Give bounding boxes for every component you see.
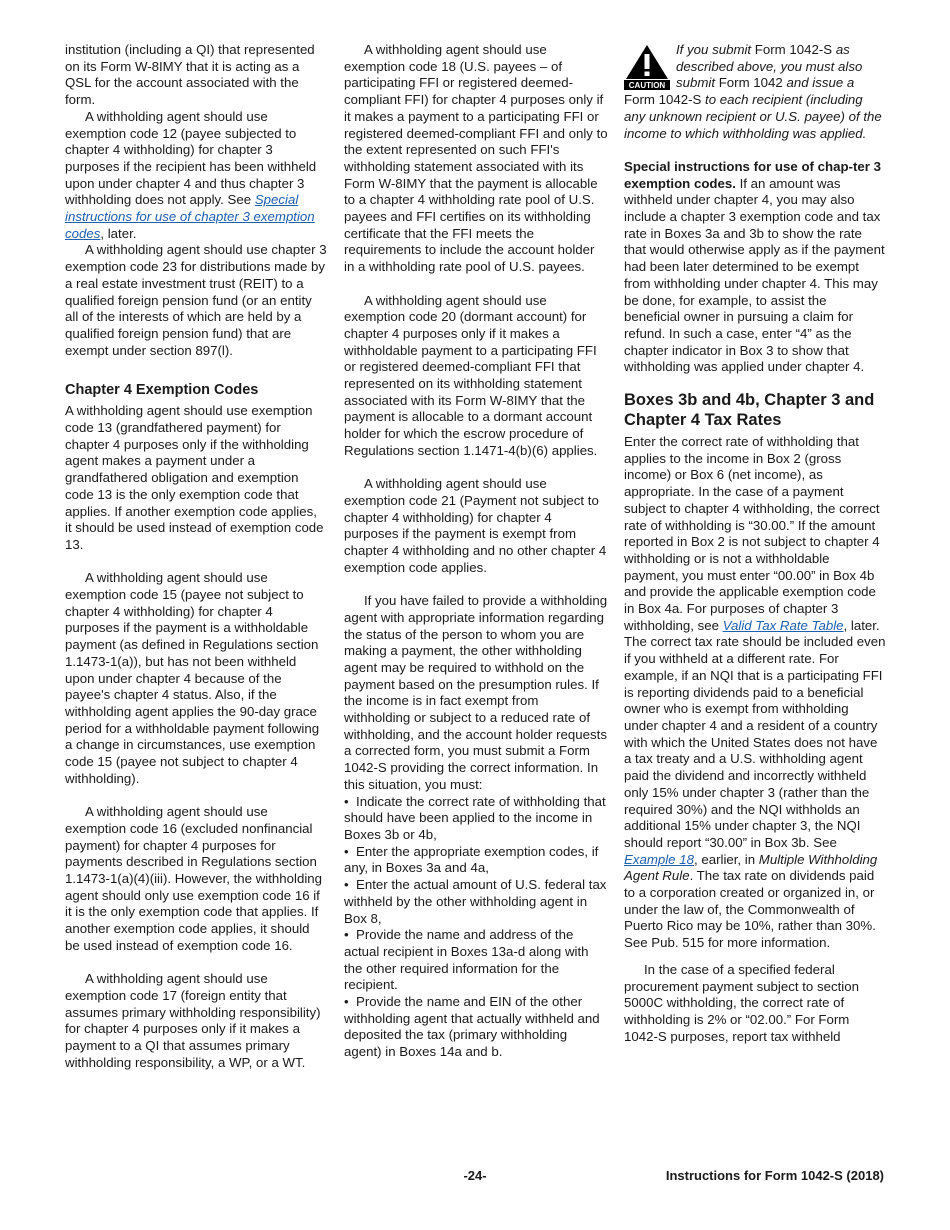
bullet-item: • Enter the appropriate exemption codes, if any, in Boxes 3a and 4a, — [344, 844, 608, 877]
example-18-link[interactable]: Example 18 — [624, 851, 694, 867]
column-1 — [65, 42, 327, 1071]
text: , earlier, in — [693, 851, 759, 867]
paragraph: A withholding agent should use chapter 3 exemption code 23 for distributions made by a real estate investment trust (REIT) to a qualified foreign pension fund (or an entity all of the interests of which are held by a qualified foreign pension fund) that are exempt under section 897(l). — [65, 242, 327, 358]
paragraph: A withholding agent should use exemption code 18 (U.S. payees – of participating FFI or registered deemed-compliant FFI) for chapter 4 purposes only if it makes a payment to a participating FFI or registered deemed-compliant FFI and only to the extent represented on such FFI's withholding statement associated with its Form W-8IMY that the payment is allocable to a chapter 4 withholding rate pool of U.S. payees and FFI certifies on its withholding certificate that the FFI meets the requirements to include the account holder in a withholding rate pool of U.S. payees. — [344, 42, 608, 275]
bullet-item: • Provide the name and address of the actual recipient in Boxes 13a-d along with the other required information for the recipient. — [344, 927, 608, 994]
text: A withholding agent should use exemption code 12 (payee subjected to chapter 4 withholding) for chapter 3 purposes if the recipient has been withheld upon under chapter 4 and thus chapter 3 withholding does not apply. See — [65, 108, 317, 208]
column-3 — [624, 42, 886, 1045]
text: , later. — [100, 225, 137, 241]
bullet-item: • Provide the name and EIN of the other withholding agent that actually withheld and deposited the tax (primary withholding agent) in Boxes 14a and b. — [344, 994, 608, 1061]
text: as described above, you must also submit — [676, 42, 863, 91]
tax-rates-heading: Boxes 3b and 4b, Chapter 3 and Chapter 4 Tax Rates — [624, 391, 875, 430]
paragraph: A withholding agent should use exemption code 15 (payee not subject to chapter 4 withholding) for chapter 4 purposes if the payment is a withholdable payment (as defined in Regulations section 1.1473-1(a)), but has not been withheld upon under chapter 4 because of the payee's chapter 4 status. Also, if the withholding agent applies the 90-day grace period for a withholdable payment following a change in circumstances, use exemption code 15 (payee not subject to chapter 4 withholding). — [65, 570, 320, 786]
bullet-item: • Indicate the correct rate of withholding that should have been applied to the income in Boxes 3b or 4b, — [344, 794, 608, 844]
special-instructions-link[interactable]: Special instructions for use of chapter 3 exemption codes — [65, 192, 315, 241]
paragraph: A withholding agent should use exemption code 21 (Payment not subject to chapter 4 withholding) for chapter 4 purposes if the payment is exempt from chapter 4 withholding and no other chapter 4 exemption code applies. — [344, 476, 607, 575]
text: Form 1042-S — [624, 92, 706, 108]
text: Form 1042-S — [751, 42, 836, 57]
chapter-4-heading: Chapter 4 Exemption Codes — [65, 382, 259, 399]
text: Multiple Withholding Agent Rule — [624, 851, 878, 884]
paragraph: A withholding agent should use exemption code 13 (grandfathered payment) for chapter 4 purposes only if the withholding agent makes a payment under a grandfathered obligation and exemption code 13 is the only exemption code that applies. If another exemption code applies, it should be used instead of exemption code 13. — [65, 403, 324, 552]
paragraph: institution (including a QI) that represented on its Form W-8IMY that it is acting as a QSL for the account associated with the form. — [65, 42, 315, 108]
text: , later. The correct tax rate should be included even if you withheld at a different rate. For example, if an NQI that is a participating FFI is reporting dividends paid to a beneficial owner who is exempt from withholding under chapter 4 and a resident of a country with which the United States does not have a tax treaty and a U.S. withholding agent paid the dividend and incorrectly withheld only 15% under chapter 3 (rather than the required 30%) and the NQI withholds an additional 15% under chapter 3, the NQI should report “30.00” in Box 3b. See — [624, 617, 886, 850]
caution-label: CAUTION — [628, 81, 666, 90]
text: Enter the correct rate of withholding that applies to the income in Box 2 (gross income) or Box 6 (net income), as appropriate. In the case of a payment subject to chapter 4 withholding, the correct rate of withholding is “30.00.” If the amount reported in Box 2 is not subject to chapter 4 withholding or is not a withholdable payment, you must enter “00.00” in Box 4b and provide the applicable exemption code in Box 4a. For purposes of chapter 3 withholding, see — [624, 434, 880, 633]
paragraph — [624, 434, 886, 952]
paragraph: A withholding agent should use exemption code 16 (excluded nonfinancial payment) for chapter 4 purposes for payments described in Regulations section 1.1473-1(a)(4)(iii). However, the withholding agent should only use exemption code 16 if it is the only exemption code that applies. If another exemption code applies, it should be used instead of exemption code 16. — [65, 804, 323, 953]
paragraph — [624, 159, 886, 376]
text: If an amount was withheld under chapter 4, you may also include a chapter 3 exemption code and tax rate in Boxes 3a and 3b to show the rate that would otherwise apply as if the payment had been later determined to be exempt from withholding under chapter 4. This may be done, for example, to assist the beneficial owner in pursuing a claim for refund. In such a case, enter “4” as the chapter indicator in Box 3 to show that withholding was applied under chapter 4. — [624, 175, 885, 375]
paragraph: In the case of a specified federal procurement payment subject to section 5000C withholding, the correct rate of withholding is 2% or “02.00.” For Form 1042-S purposes, report tax withheld — [624, 961, 859, 1044]
paragraph: A withholding agent should use exemption code 20 (dormant account) for chapter 4 purposes only if it makes a withholdable payment to a participating FFI or registered deemed-compliant FFI that represented on its withholding statement associated with its Form W-8IMY that the payment is allocable to a dormant account holder for which the escrow procedure of Regulations section 1.1471-4(b)(6) applies. — [344, 292, 598, 458]
special-instructions-heading: Special instructions for use of chap-ter 3 exemption codes. — [624, 158, 881, 191]
paragraph: A withholding agent should use exemption code 17 (foreign entity that assumes primary withholding responsibility) for chapter 4 purposes only if it makes a payment to a QI that assumes primary withholding responsibility, a WP, or a WT. — [65, 971, 321, 1070]
text: to each recipient (including any unknown recipient or U.S. payee) of the income to which withholding was applied. — [624, 92, 882, 141]
footer-title: Instructions for Form 1042-S (2018) — [665, 1168, 884, 1183]
text: If you submit — [676, 42, 752, 57]
valid-tax-rate-table-link[interactable]: Valid Tax Rate Table — [722, 617, 844, 633]
text: and issue a — [786, 75, 855, 91]
text: . The tax rate on dividends paid to a corporation created or organized in, or under the law of, the Commonwealth of Puerto Rico may be 10%, rather than 30%. See Pub. 515 for more information. — [624, 868, 876, 951]
page-number: -24- — [463, 1168, 487, 1183]
paragraph: If you have failed to provide a withholding agent with appropriate information regarding the status of the person to whom you are making a payment, the other withholding agent may be required to withhold on the payment based on the presumption rules. If the income is in fact exempt from withholding or subject to a reduced rate of withholding, and the account holder requests a corrected form, you must submit a Form 1042-S providing the correct information. In this situation, you must: — [344, 593, 608, 792]
bullet-item: • Enter the actual amount of U.S. federal tax withheld by the other withholding agent in Box 8, — [344, 877, 608, 927]
caution-icon — [624, 44, 670, 90]
caution-note — [624, 42, 886, 142]
paragraph — [65, 109, 327, 243]
text: Form 1042 — [715, 75, 787, 91]
column-2 — [344, 42, 608, 1061]
